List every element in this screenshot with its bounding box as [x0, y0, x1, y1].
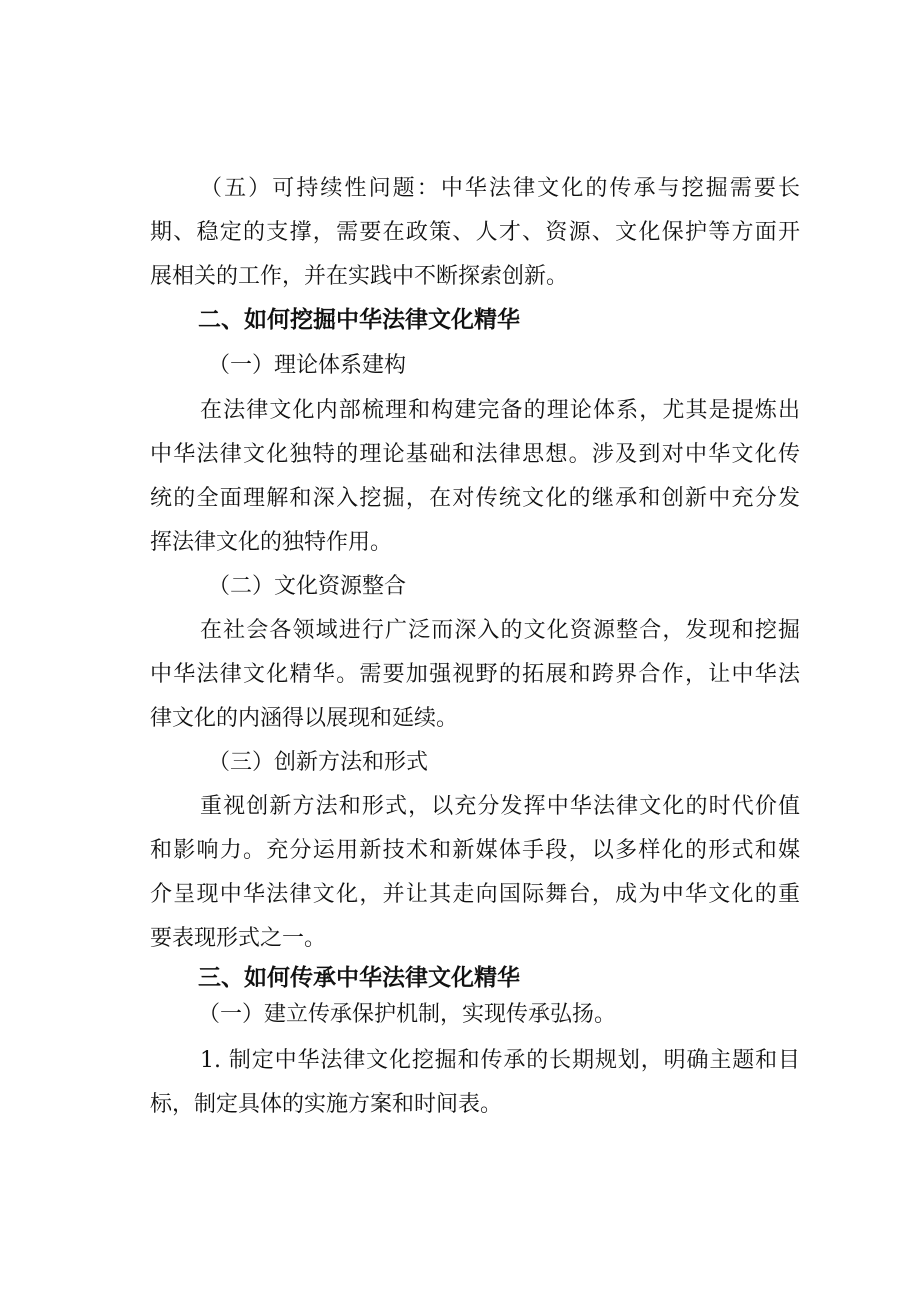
- subsection-title: （一）建立传承保护机制，实现传承弘扬。: [198, 1002, 617, 1027]
- paragraph-line: 和影响力。充分运用新技术和新媒体手段，以多样化的形式和媒: [150, 838, 800, 863]
- paragraph-line: 要表现形式之一。: [150, 926, 327, 951]
- paragraph-line: 统的全面理解和深入挖掘，在对传统文化的继承和创新中充分发: [150, 486, 800, 511]
- subsection-title: （三）创新方法和形式: [208, 750, 429, 775]
- paragraph-line: 中华法律文化精华。需要加强视野的拓展和跨界合作，让中华法: [150, 662, 800, 687]
- subsection-title: （一）理论体系建构: [208, 353, 407, 378]
- section-heading: 三、如何传承中华法律文化精华: [198, 965, 520, 991]
- paragraph-line: 中华法律文化独特的理论基础和法律思想。涉及到对中华文化传: [150, 442, 800, 467]
- section-heading: 二、如何挖掘中华法律文化精华: [198, 307, 520, 333]
- paragraph-line: 标，制定具体的实施方案和时间表。: [150, 1092, 503, 1117]
- paragraph-line: 律文化的内涵得以展现和延续。: [150, 706, 459, 731]
- paragraph-line: 重视创新方法和形式，以充分发挥中华法律文化的时代价值: [200, 794, 800, 819]
- paragraph-line: 在法律文化内部梳理和构建完备的理论体系，尤其是提炼出: [200, 398, 800, 423]
- paragraph-line: （五）可持续性问题：中华法律文化的传承与挖掘需要长: [200, 176, 800, 201]
- paragraph-line: 1. 制定中华法律文化挖掘和传承的长期规划，明确主题和目: [200, 1048, 800, 1073]
- paragraph-line: 介呈现中华法律文化，并让其走向国际舞台，成为中华文化的重: [150, 882, 800, 907]
- subsection-title: （二）文化资源整合: [208, 574, 407, 599]
- paragraph-line: 在社会各领域进行广泛而深入的文化资源整合，发现和挖掘: [200, 618, 800, 643]
- paragraph-line: 展相关的工作，并在实践中不断探索创新。: [150, 264, 569, 289]
- paragraph-line: 挥法律文化的独特作用。: [150, 530, 393, 555]
- paragraph-line: 期、稳定的支撑，需要在政策、人才、资源、文化保护等方面开: [150, 220, 800, 245]
